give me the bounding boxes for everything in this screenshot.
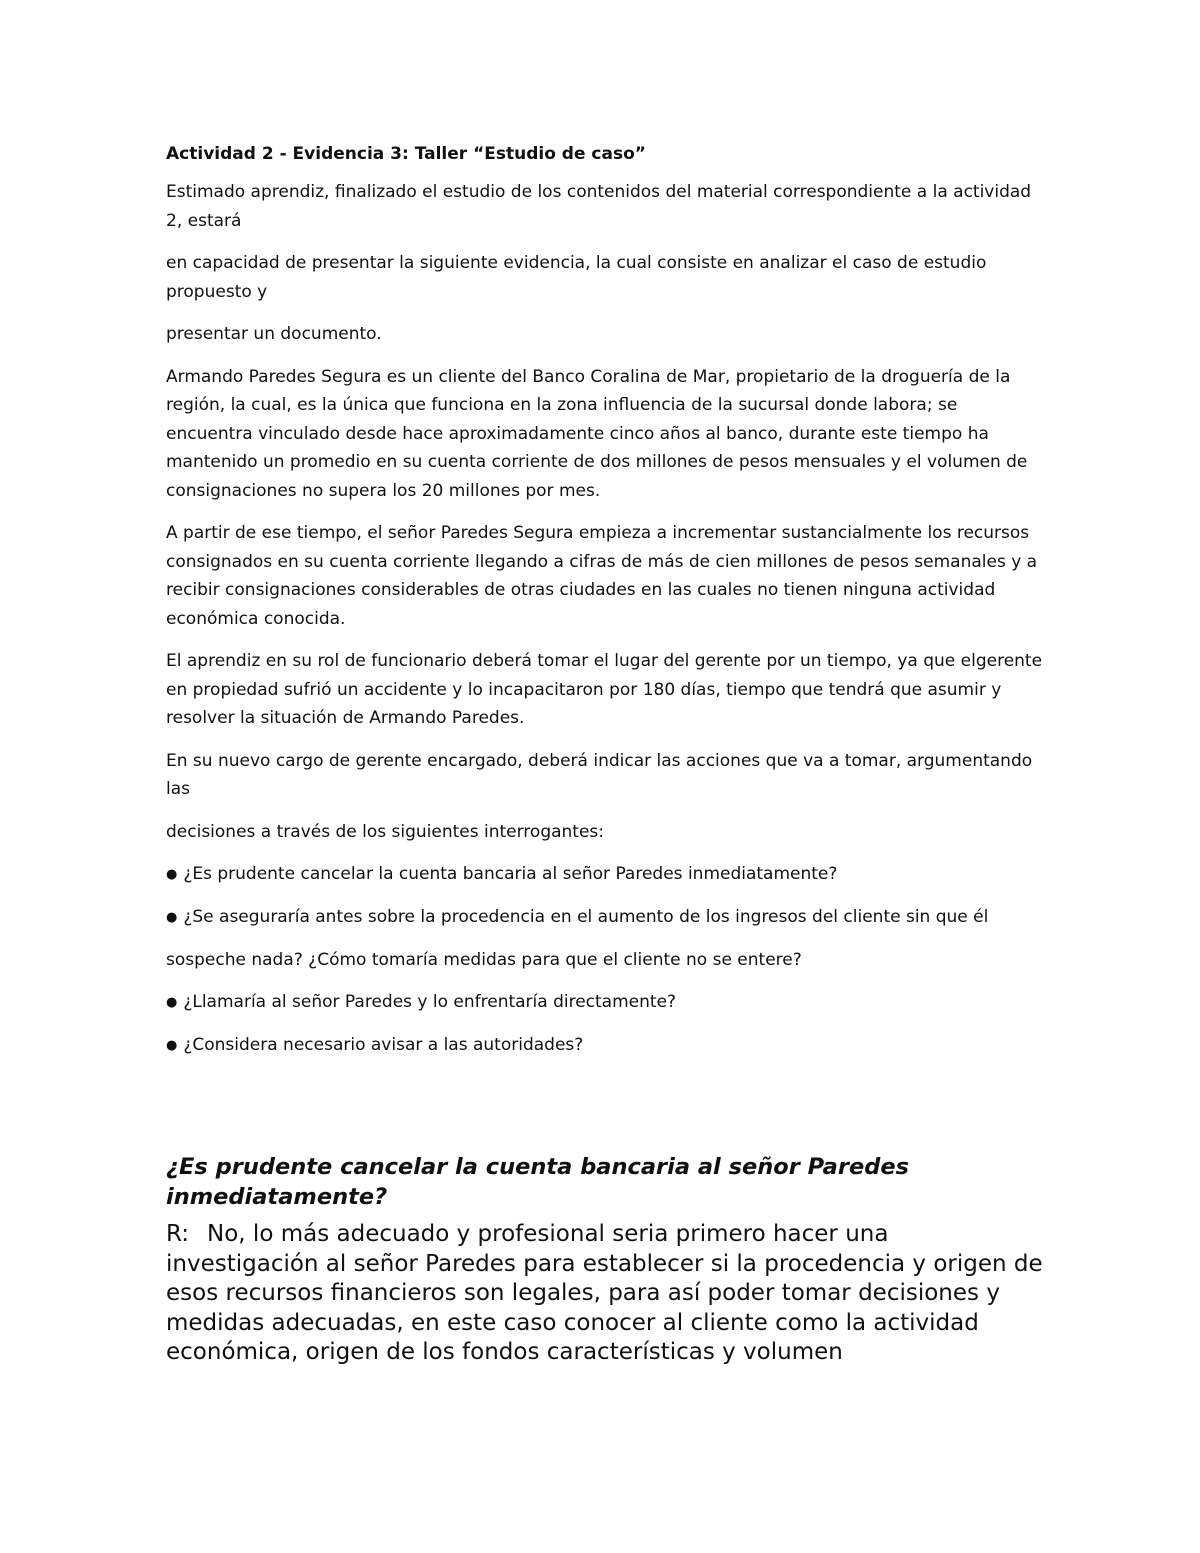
answer-prefix: R: <box>166 1221 190 1247</box>
document-page <box>166 140 1046 1368</box>
bullet-icon: ● <box>166 910 178 925</box>
question-bullet <box>166 988 1046 1017</box>
intro-paragraph-2: en capacidad de presentar la siguiente evidencia, la cual consiste en analizar el caso de estudio propuesto y <box>166 253 987 302</box>
case-paragraph-1: Armando Paredes Segura es un cliente del Banco Coralina de Mar, propietario de la droguería de la región, la cual, es la única que funciona en la zona influencia de la sucursal donde labora; se encuentra vinculado desde hace aproximadamente cinco años al banco, durante este tiempo ha mantenido un promedio en su cuenta corriente de dos millones de pesos mensuales y el volumen de consignaciones no supera los 20 millones por mes. <box>166 366 1028 501</box>
instructions-paragraph: En su nuevo cargo de gerente encargado, deberá indicar las acciones que va a tomar, argumentando las <box>166 750 1033 799</box>
case-paragraph-2: A partir de ese tiempo, el señor Paredes Segura empieza a incrementar sustancialmente los recursos consignados en su cuenta corriente llegando a cifras de más de cien millones de pesos semanales y a recibir consignaciones considerables de otras ciudades en las cuales no tienen ninguna actividad económica conocida. <box>166 523 1038 629</box>
question-bullet <box>166 860 1046 889</box>
bullet-icon: ● <box>166 867 178 882</box>
question-heading: ¿Es prudente cancelar la cuenta bancaria al señor Paredes inmediatamente? <box>166 1154 909 1210</box>
bullet-icon: ● <box>166 1038 178 1053</box>
bullet-text: ¿Se aseguraría antes sobre la procedencia en el aumento de los ingresos del cliente sin que él <box>183 907 989 927</box>
answer-text: No, lo más adecuado y profesional seria primero hacer una investigación al señor Paredes para establecer si la procedencia y origen de esos recursos financieros son legales, para así poder tomar decisiones y medidas adecuadas, en este caso conocer al cliente como la actividad económica, origen de los fondos características y volumen <box>166 1221 1043 1365</box>
bullet-text: ¿Llamaría al señor Paredes y lo enfrentaría directamente? <box>183 992 677 1012</box>
document-title: Actividad 2 - Evidencia 3: Taller “Estudio de caso” <box>166 144 646 164</box>
intro-paragraph-3: presentar un documento. <box>166 324 382 344</box>
intro-paragraph: Estimado aprendiz, finalizado el estudio de los contenidos del material correspondiente a la actividad 2, estará <box>166 182 1032 231</box>
question-bullet <box>166 903 1046 932</box>
role-paragraph: El aprendiz en su rol de funcionario deberá tomar el lugar del gerente por un tiempo, ya que elgerente en propiedad sufrió un accidente y lo incapacitaron por 180 días, tiempo que tendrá que asumir y resolver la situación de Armando Paredes. <box>166 651 1043 728</box>
bullet-text: ¿Considera necesario avisar a las autoridades? <box>183 1035 584 1055</box>
answer-paragraph <box>166 1220 1046 1368</box>
bullet-icon: ● <box>166 995 178 1010</box>
instructions-paragraph-2: decisiones a través de los siguientes interrogantes: <box>166 821 605 842</box>
bullet-continuation: sospeche nada? ¿Cómo tomaría medidas para que el cliente no se entere? <box>166 950 802 970</box>
bullet-text: ¿Es prudente cancelar la cuenta bancaria al señor Paredes inmediatamente? <box>183 864 838 884</box>
question-bullet <box>166 1031 1046 1060</box>
